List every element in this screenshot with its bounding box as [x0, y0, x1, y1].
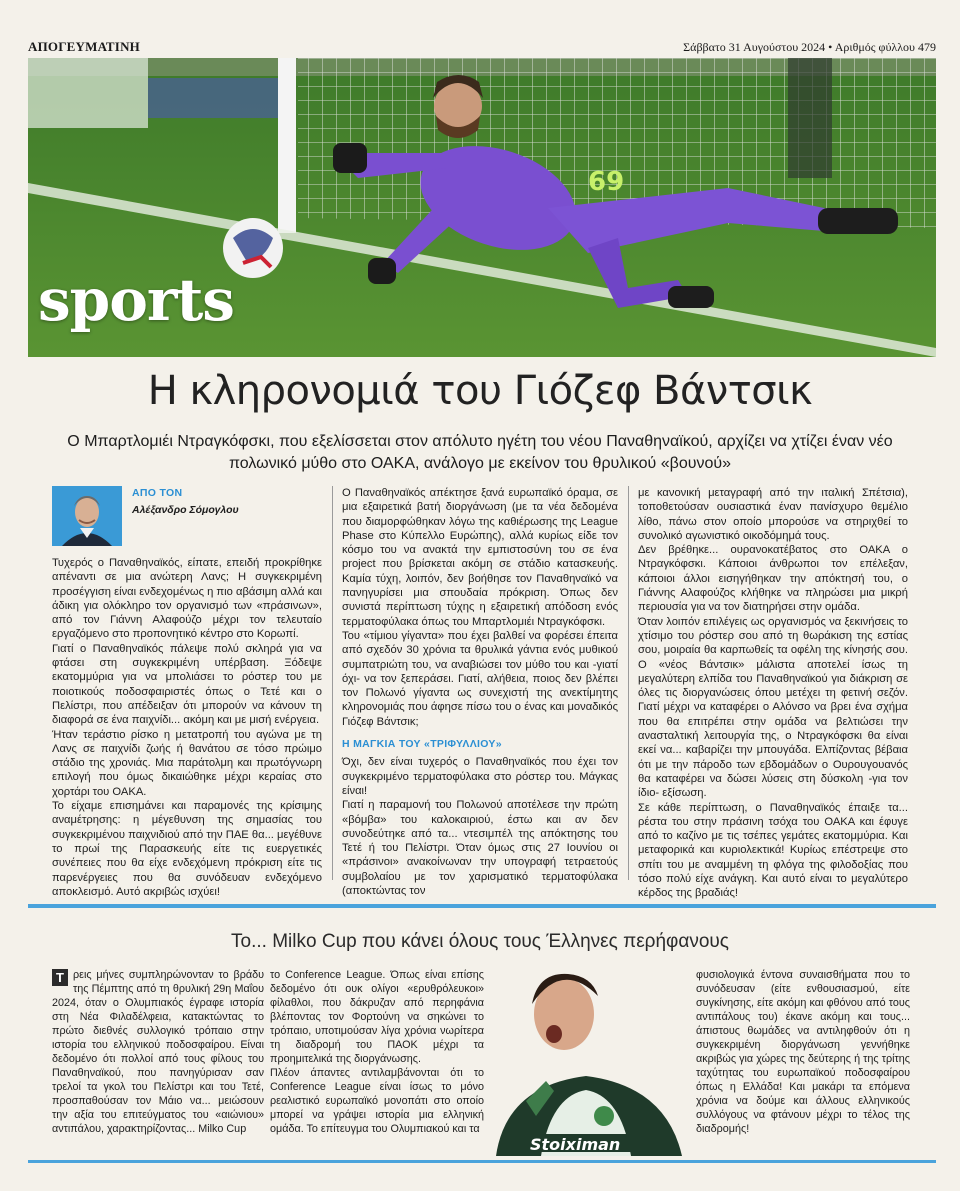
jersey-number: 69 [588, 167, 625, 197]
article2-title: Το... Milko Cup που κάνει όλους τους Έλληνες περήφανους [231, 931, 729, 952]
paragraph: Πλέον άπαντες αντιλαμβάνονται ότι το Conference League είναι ίσως το μόνο ρεαλιστικό ευρωπαϊκό μονοπάτι στο οποίο μπορεί να γράψει ιστορία μια ελληνική ομάδα. Το επίτευγμα του Ολυμπιακού και τα [270, 1067, 484, 1135]
column-divider [332, 486, 333, 880]
subsection-heading: Η ΜΑΓΚΙΑ ΤΟΥ «ΤΡΙΦΥΛΛΙΟΥ» [342, 738, 502, 751]
bottom-divider [28, 1160, 936, 1163]
newspaper-brand: ΑΠΟΓΕΥΜΑΤΙΝΗ [28, 39, 140, 54]
paragraph: Όταν λοιπόν επιλέγεις ως οργανισμός να ξεκινήσεις το χτίσιμο του ρόστερ σου από τη θωράκιση της εστίας σου, μοιραία θα καρπωθείς τα οφέλη της κίνησής σου. Ο «νέος Βάντσικ» μάλιστα αποτελεί ίσως τη μεγαλύτερη ελπίδα του Παναθηναϊκού για διάκριση σε όλες τις διοργανώσεις όπου μετέχει τη φετινή σεζόν. Γιατί μέχρι να καταφέρει ο Αλόνσο να βρει ένα σχήμα που θα επιτρέπει στην ομάδα να βελτιώσει την ανασταλτική λειτουργία της, ο Ντραγκόφσκι θα είναι εκεί να... καβαρίζει την μπουγάδα. Ελπίζοντας βέβαια ότι με την πάροδο των εβδομάδων ο Ουρουγουανός θα καταφέρει να δώσει λύσεις στη δύσκολη -για τον ίδιο- εξίσωση. [638, 615, 908, 800]
paragraph: Γιατί η παραμονή του Πολωνού αποτέλεσε την πρώτη «βόμβα» του καλοκαιριού, έστω και αν δεν συνοδεύτηκε από τα... ντεσιμπέλ της απόκτησης του Τετέ ή του Πελίστρι. Όταν όμως στις 27 Ιουνίου οι «πράσινοι» ανακοίνωναν την υπογραφή τετραετούς συμβολαίου με τον χαρισματικό τερματοφύλακα (αποκτώντας τον [342, 799, 618, 898]
sponsor-logo: Stoiximan [530, 1135, 621, 1154]
author-photo [52, 486, 122, 546]
article-column-2 [342, 486, 618, 898]
section-divider [28, 904, 936, 908]
paragraph: Του «τίμιου γίγαντα» που έχει βαλθεί να φορέσει έπειτα από σχεδόν 30 χρόνια τα θρυλικά γάντια ενός μυθικού συμπατριώτη του, να αναβιώσει τον μύθο του και -γιατί όχι- να τον ξεπεράσει. Γιατί, αλήθεια, ποιος δεν βλέπει τον Πολωνό γίγαντα ως συνεχιστή της ανεκτίμητης κληρονομιάς που άφησε πίσω του ο ένας και μοναδικός Γιόζεφ Βάντσικ; [342, 629, 618, 728]
paragraph: Όχι, δεν είναι τυχερός ο Παναθηναϊκός που έχει τον συγκεκριμένο τερματοφύλακα στο ρόστερ του. Μάγκας είναι! [342, 756, 618, 797]
article2-column-2 [270, 968, 484, 1136]
article2-column-1 [52, 968, 264, 1136]
paragraph: Το είχαμε επισημάνει και παραμονές της κρίσιμης αναμέτρησης: η μέγεθυνση της σημασίας του συγκεκριμένου παιχνιδιού από την ΠΑΕ θα... μεγέθυνε το πρωί της Παρασκευής είτε τις ευεργετικές συνέπειες που θα είχε ενδεχόμενη πρόκριση είτε τις παρενέργειες που θα συνόδευαν ενδεχόμενο αποκλεισμό. Αυτό ακριβώς ισχύει! [52, 800, 322, 898]
article-column-3 [638, 486, 908, 901]
subheadline: Ο Μπαρτλομιέι Ντραγκόφσκι, που εξελίσσεται στον απόλυτο ηγέτη του νέου Παναθηναϊκού, αρχίζει να χτίζει έναν νέο πολωνικό μύθο στο ΟΑΚΑ, ανάλογο με εκείνον του θρυλικού «βουνού» [67, 433, 893, 472]
paragraph: Ήταν τεράστιο ρίσκο η μετατροπή του αγώνα με τη Λανς σε παιχνίδι ζωής ή θανάτου σε τόσο πρώιμο στάδιο της χρονιάς. Μια παράτολμη και πρωτόγνωρη επιλογή που όμως δικαιώθηκε μέχρι κεραίας στο χορτάρι του ΟΑΚΑ. [52, 728, 322, 798]
article-column-1 [52, 486, 322, 899]
paragraph: Ο Παναθηναϊκός απέκτησε ξανά ευρωπαϊκό όραμα, σε μια εξαιρετικά βατή διοργάνωση (με τα νέα δεδομένα που διαμορφώθηκαν λόγω της καθιέρωσης της League Phase στο Κύπελλο Ευρώπης), αλλά κυρίως είδε τον κόσμο του να ανακτά την εμπιστοσύνη του σε ένα project που βρίσκεται ακόμη σε στάδιο κατασκευής. Καμία τύχη, λοιπόν, δεν βοήθησε τον Παναθηναϊκό να πανηγυρίσει μια σπουδαία πρόκριση. Όπως δεν συνιστά περίπτωση τύχης η εξαιρετική απόδοση ενός τερματοφύλακα όπως του Μπαρτλομιέι Ντραγκόφσκι. [342, 487, 618, 628]
issue-info: Σάββατο 31 Αυγούστου 2024 • Αριθμός φύλλου 479 [683, 39, 936, 54]
paragraph: Σε κάθε περίπτωση, ο Παναθηναϊκός έπαιξε τα... ρέστα του στην πράσινη τσόχα του ΟΑΚΑ και έφυγε από το καζίνο με τις τσέπες γεμάτες εκατομμύρια. Και μεταφορικά και κυριολεκτικά! Κυρίως επέστρεψε στο σπίτι του με αναμμένη τη φλόγα της φιλοδοξίας που τόσο πολύ είχε ανάγκη. Και αυτό είναι το μεγαλύτερο κέρδος της βραδιάς! [638, 801, 908, 900]
paragraph: Δεν βρέθηκε... ουρανοκατέβατος στο ΟΑΚΑ ο Ντραγκόφσκι. Κάποιοι άνθρωποι τον επέλεξαν, κάποιοι άλλοι εισηγήθηκαν την απόκτησή του, ο Γιάννης Αλαφούζος κλήθηκε να πληρώσει μια μικρή περιουσία για να τον διατηρήσει στην ομάδα. [638, 544, 908, 614]
paragraph: το Conference League. Όπως είναι επίσης δεδομένο ότι ουκ ολίγοι «ερυθρόλευκοι» φίλαθλοι, που δάκρυζαν από περηφάνια βλέποντας τον Φορτούνη να σηκώνει το τρόπαιο, υποτιμούσαν λίγα χρόνια νωρίτερα τη διαδρομή του ΠΑΟΚ μέχρι τα προημιτελικά της διοργάνωσης. [270, 969, 484, 1065]
article2-column-3 [696, 968, 910, 1136]
paragraph: Γιατί ο Παναθηναϊκός πάλεψε πολύ σκληρά για να φτάσει στη συγκεκριμένη υπέρβαση. Ξόδεψε εκατομμύρια για να μπολιάσει το ρόστερ του με ποιοτικούς ποδοσφαιριστές όπως ο Τετέ και ο Πελίστρι, που απέδειξαν ότι μπορούν να κάνουν τη διαφορά σε ένα παιχνίδι... ακόμη και με μισή ενέργεια. [52, 642, 322, 727]
paragraph: με κανονική μεταγραφή από την ιταλική Σπέτσια), τοποθετούσαν ουσιαστικά έναν πανίσχυρο θεμέλιο λίθο, πάνω στον οποίο μπορούσε να στηριχθεί το συνολικό αγωνιστικό οικοδόμημά τους. [638, 487, 908, 542]
headline: Η κληρονομιά του Γιόζεφ Βάντσικ [147, 368, 813, 414]
paragraph: φυσιολογικά έντονα συναισθήματα που το συνόδευσαν (είτε ενθουσιασμού, είτε συγκίνησης, είτε ακόμη και φθόνου από τους αντιπάλους του) έκανε ακόμη και τους... άπιστους θωμάδες να αντιληφθούν ότι η συγκεκριμένη διοργάνωση γεννήθηκε ακριβώς για χώρες της δεύτερης ή της τρίτης ταχύτητας του ευρωπαϊκού ποδοσφαίρου όπως η Ελλάδα! Και μακάρι τα επόμενα χρόνια να δούμε και άλλους ελληνικούς συλλόγους να φτάνουν μέχρι το τέλος της διαδρομής! [696, 969, 910, 1135]
player-photo [486, 966, 692, 1156]
section-label: sports [38, 266, 234, 334]
paragraph: ρεις μήνες συμπληρώνονταν το βράδυ της Πέμπτης από τη θρυλική 29η Μαΐου 2024, όταν ο Ολυμπιακός έγραφε ιστορία στη Νέα Φιλαδέλφεια, κατακτώντας το πρώτο διεθνές συλλογικό τρόπαιο στην ιστορία του ελληνικού ποδοσφαίρου. Είναι δεδομένο ότι πολλοί από τους φίλους του Παναθηναϊκού, που πανηγύρισαν σαν τρελοί τα γκολ του Πελίστρι και του Τετέ, προσπαθούσαν τον Μάιο να... μειώσουν την αξία του επιτεύγματος του «αιώνιου» αντιπάλου, χαρακτηρίζοντας... Milko Cup [52, 969, 264, 1135]
author-label: ΑΠΟ ΤΟΝ [132, 487, 183, 499]
paragraph: Τυχερός ο Παναθηναϊκός, είπατε, επειδή προκρίθηκε απέναντι σε μια ανώτερη Λανς; Η συγκεκριμένη προσέγγιση είναι ενδεχομένως η πιο αβάσιμη αλλά και άδικη για ολόκληρο τον οργανισμό των «πράσινων», από τον Γιάννη Αλαφούζο μέχρι τον τελευταίο εργαζόμενο στο προπονητικό κέντρο στο Κορωπί. [52, 557, 322, 641]
author-name: Αλέξανδρο Σόμογλου [132, 504, 239, 517]
author-box [52, 486, 322, 546]
masthead [28, 38, 936, 56]
dropcap: Τ [52, 969, 68, 986]
column-divider [628, 486, 629, 880]
